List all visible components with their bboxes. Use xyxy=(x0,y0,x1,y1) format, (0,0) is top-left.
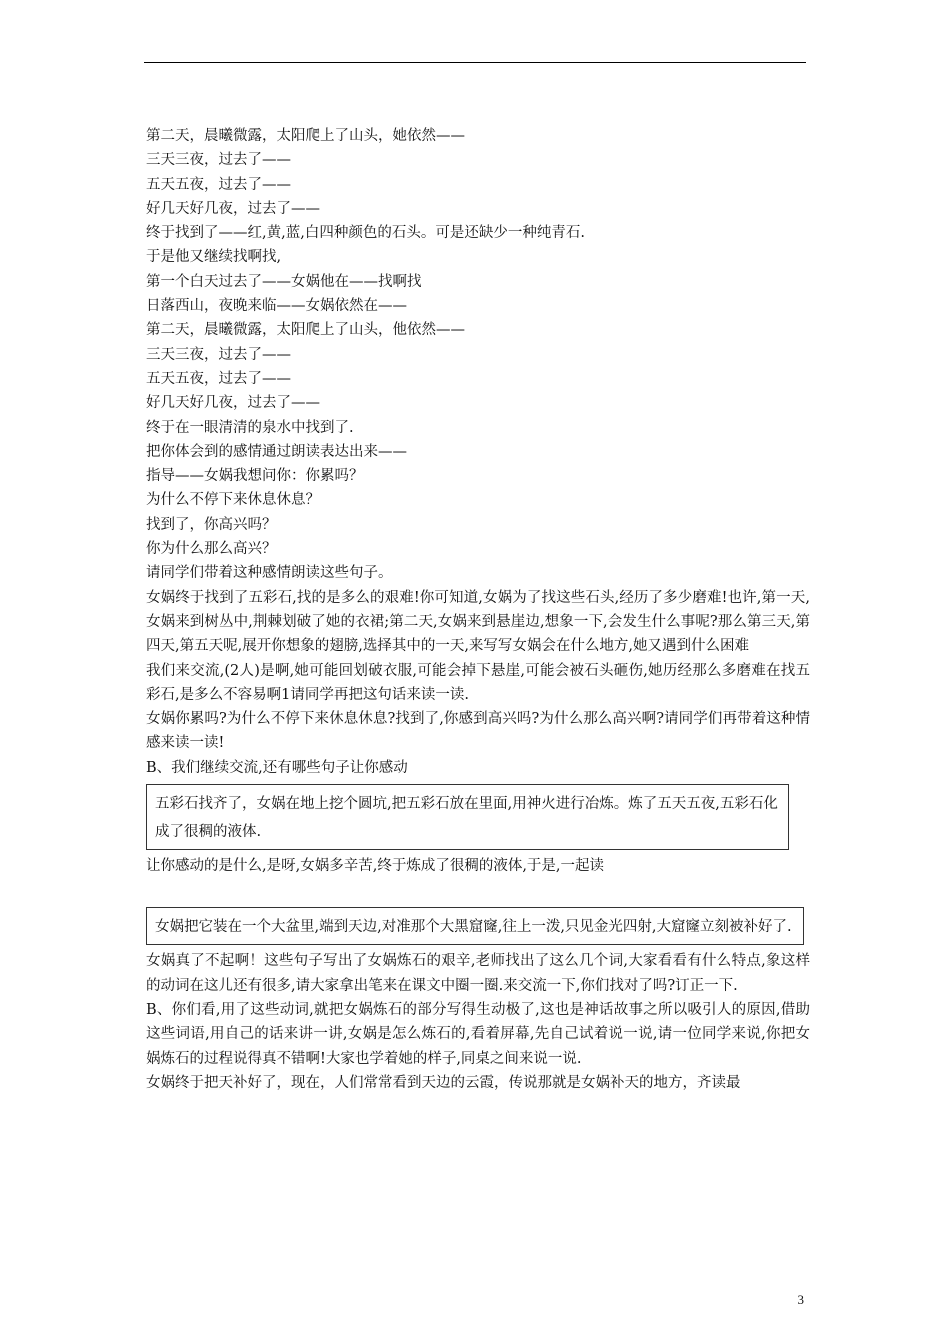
text-line: 第二天，晨曦微露，太阳爬上了山头，她依然—— xyxy=(146,128,465,144)
text-line: 你为什么那么高兴？ xyxy=(146,541,277,558)
quote-box-mending: 女娲把它装在一个大盆里,端到天边,对准那个大黑窟窿,往上一泼,只见金光四射,大窟窿立刻被补好了. xyxy=(146,907,804,945)
paragraph: B、我们继续交流,还有哪些句子让你感动 xyxy=(146,759,408,776)
paragraph: 让你感动的是什么,是呀,女娲多辛苦,终于炼成了很稠的液体,于是,一起读 xyxy=(146,858,605,875)
text-line: 好几天好几夜，过去了—— xyxy=(146,395,320,412)
text-line: 找到了，你高兴吗？ xyxy=(146,516,277,533)
text-line: 五天五夜，过去了—— xyxy=(146,370,291,387)
text-line: 请同学们带着这种感情朗读这些句子。 xyxy=(146,565,393,582)
text-line: 指导——女娲我想问你：你累吗？ xyxy=(146,468,364,485)
text-line: 于是他又继续找啊找, xyxy=(146,249,282,266)
paragraph: B、你们看,用了这些动词,就把女娲炼石的部分写得生动极了,这也是神话故事之所以吸引人的原因,借助这些词语,用自己的话来讲一讲,女娲是怎么炼石的,看着屏幕,先自己试着说一说,请一位同学来说,你把女娲炼石的过程说得真不错啊!大家也学着她的样子,同桌之间来说一说. xyxy=(146,1001,810,1067)
paragraph: 女娲你累吗?为什么不停下来休息休息?找到了,你感到高兴吗?为什么那么高兴啊?请同学们再带着这种情感来读一读! xyxy=(146,711,810,752)
header-rule xyxy=(144,62,806,63)
text-line: 第二天，晨曦微露，太阳爬上了山头，他依然—— xyxy=(146,322,465,339)
page-number: 3 xyxy=(797,1292,804,1307)
paragraph: 女娲终于找到了五彩石,找的是多么的艰难!你可知道,女娲为了找这些石头,经历了多少磨难!也许,第一天,女娲来到树丛中,荆棘划破了她的衣裙;第二天,女娲来到悬崖边,想象一下,会发生什么事呢?那么第三天,第四天,第五天呢,展开你想象的翅膀,选择其中的一天,来写写女娲会在什么地方,她又遇到什么困难 xyxy=(146,589,810,655)
quote-box-smelting: 五彩石找齐了，女娲在地上挖个圆坑,把五彩石放在里面,用神火进行冶炼。炼了五天五夜,五彩石化成了很稠的液体. xyxy=(146,784,789,850)
paragraph: 女娲终于把天补好了，现在，人们常常看到天边的云霞，传说那就是女娲补天的地方，齐读最 xyxy=(146,1074,741,1091)
text-line: 终于在一眼清清的泉水中找到了. xyxy=(146,419,354,436)
paragraph: 我们来交流,(2人)是啊,她可能回划破衣服,可能会掉下悬崖,可能会被石头砸伤,她历经那么多磨难在找五彩石,是多么不容易啊1请同学再把这句话来读一读. xyxy=(146,662,810,703)
text-line: 五天五夜，过去了—— xyxy=(146,176,291,193)
text-line: 日落西山，夜晚来临——女娲依然在—— xyxy=(146,298,407,315)
text-line: 把你体会到的感情通过朗读表达出来—— xyxy=(146,443,407,460)
text-line: 好几天好几夜，过去了—— xyxy=(146,200,320,217)
text-line: 第一个白天过去了——女娲他在——找啊找 xyxy=(146,273,422,290)
verse-lines xyxy=(146,124,810,586)
paragraph: 女娲真了不起啊！这些句子写出了女娲炼石的艰辛,老师找出了这么几个词,大家看看有什么特点,象这样的动词在这儿还有很多,请大家拿出笔来在课文中圈一圈.来交流一下,你们找对了吗?订正一下. xyxy=(146,953,810,994)
text-line: 为什么不停下来休息休息？ xyxy=(146,492,320,509)
text-line: 三天三夜，过去了—— xyxy=(146,152,291,169)
text-line: 终于找到了——红,黄,蓝,白四种颜色的石头。可是还缺少一种纯青石. xyxy=(146,225,585,242)
text-line: 三天三夜，过去了—— xyxy=(146,346,291,363)
blank-line xyxy=(146,878,810,903)
document-body xyxy=(146,124,810,1095)
